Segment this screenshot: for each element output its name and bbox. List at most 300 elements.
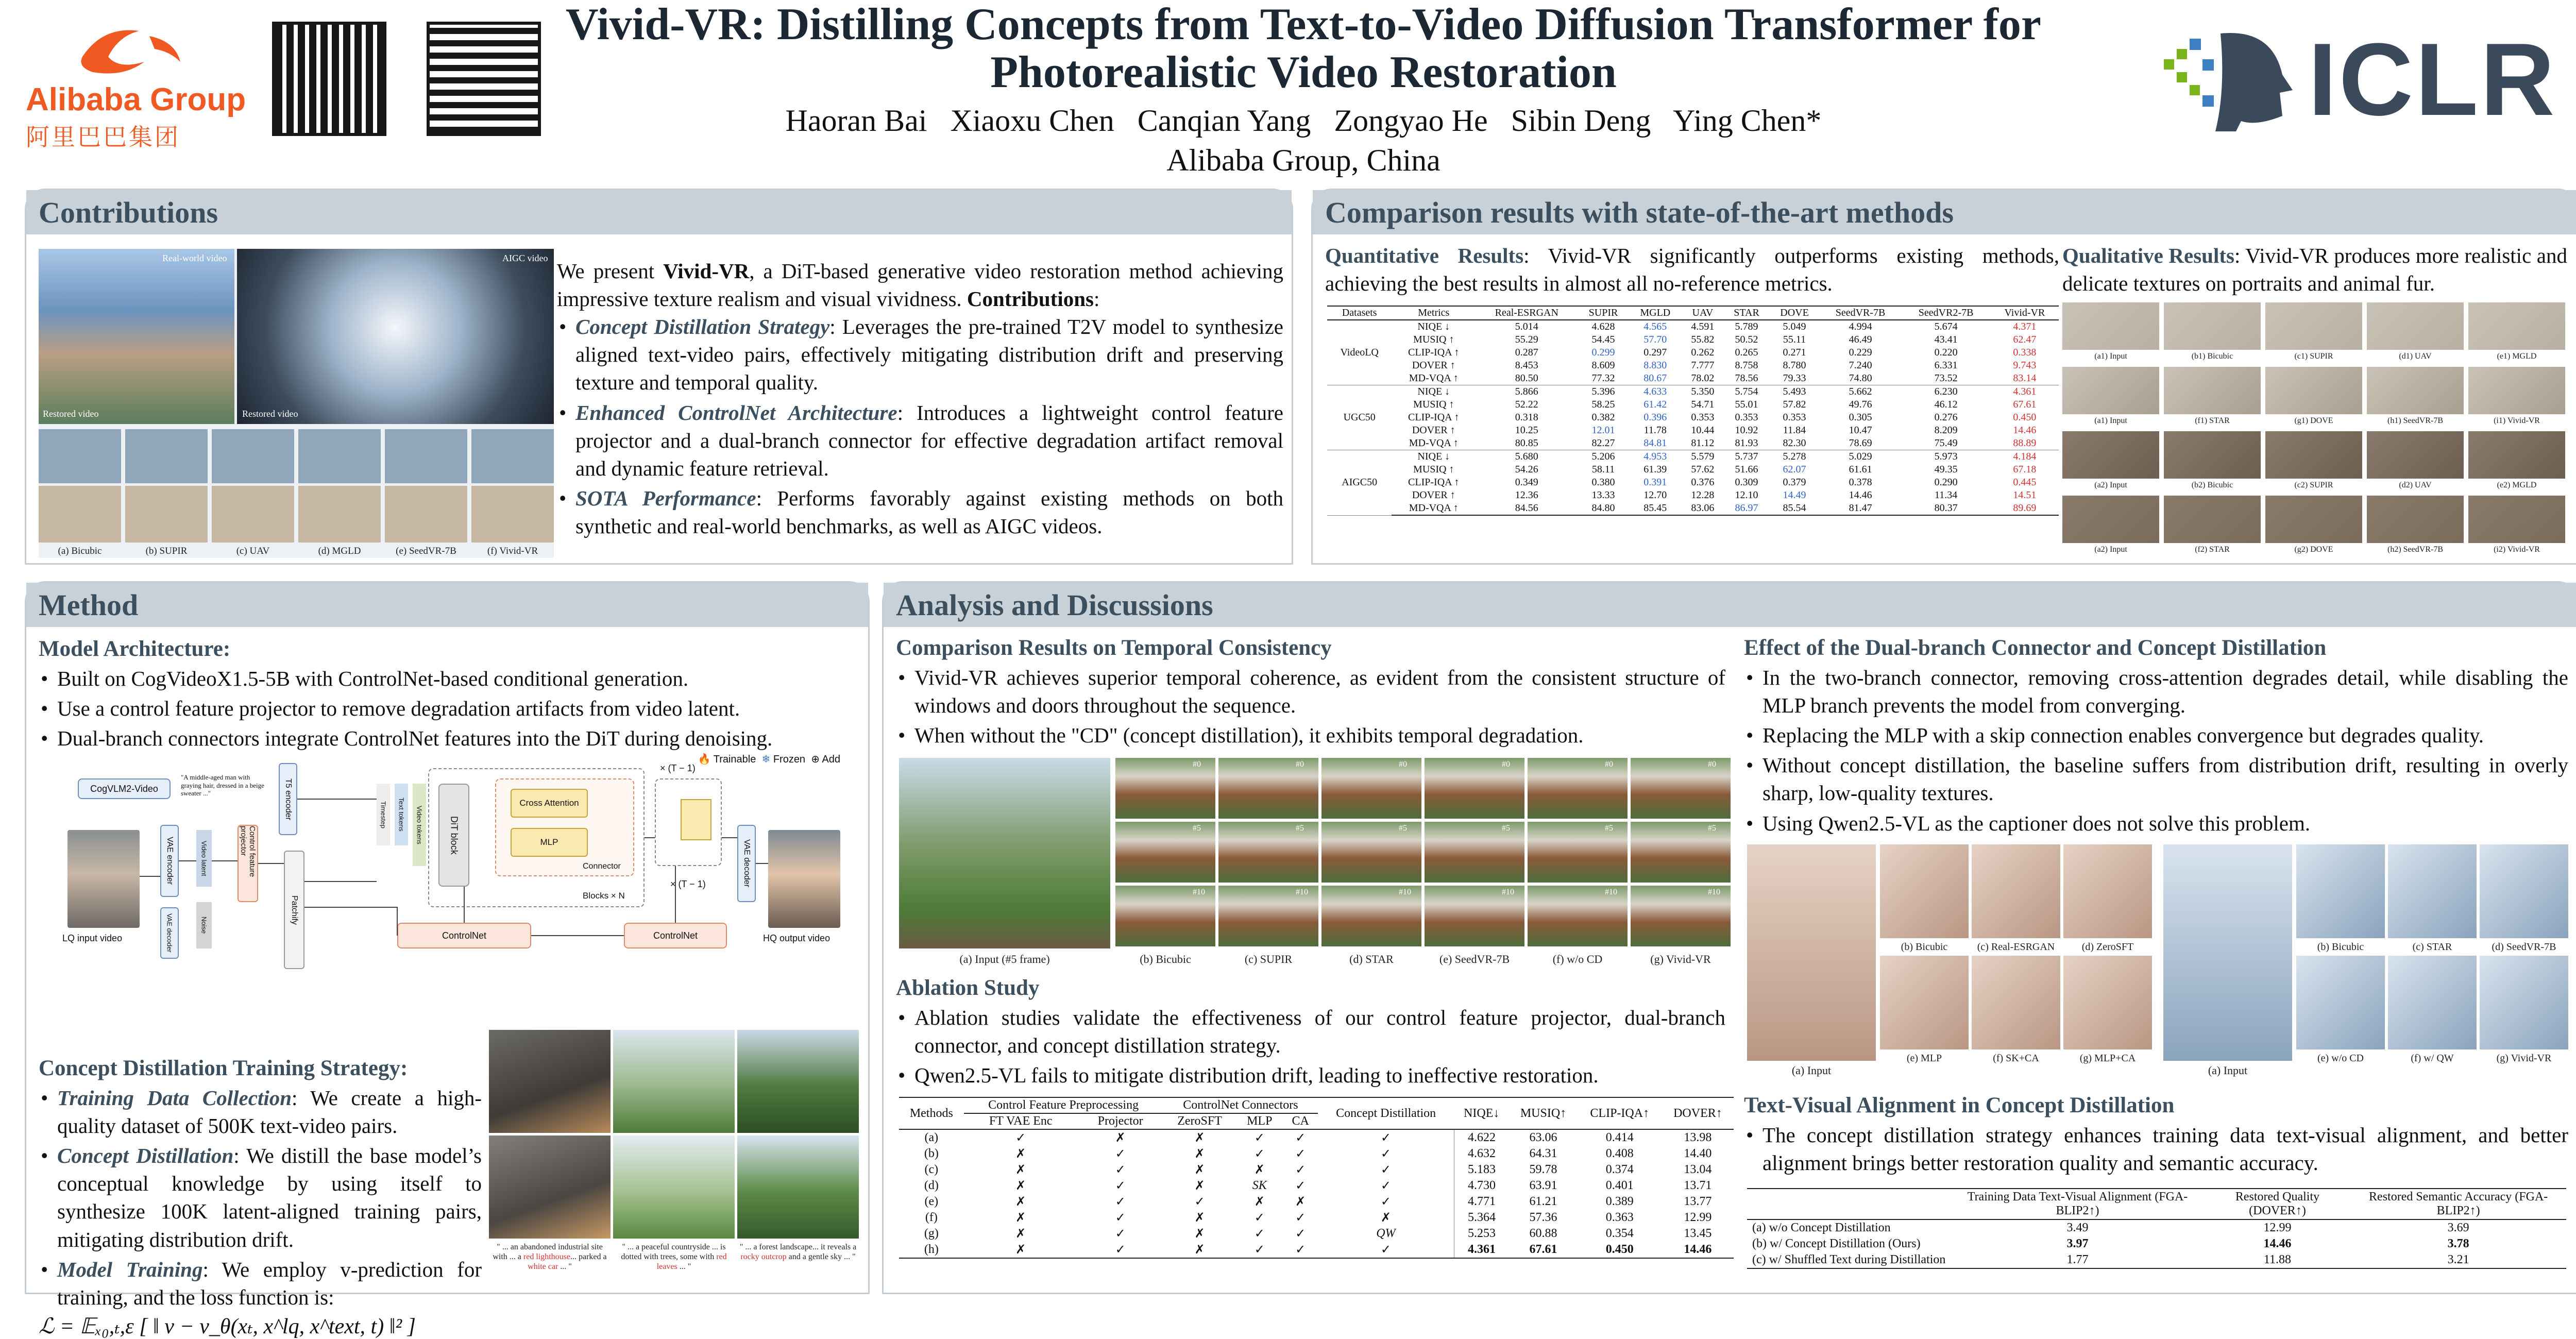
- table-cell: 13.45: [1684, 1227, 1712, 1240]
- table-cell: 14.46: [2013, 425, 2037, 436]
- table-cell: ✓: [1115, 1179, 1126, 1193]
- table-header-cell: FT VAE Enc: [964, 1113, 1078, 1129]
- table-cell: ✗: [1318, 1210, 1454, 1226]
- table-header-cell: SeedVR2-7B: [1901, 306, 1990, 320]
- table-cell: 10.92: [1735, 425, 1758, 436]
- controlnet-box-2: ControlNet: [624, 923, 727, 948]
- qualitative-thumb: [2265, 431, 2362, 479]
- table-cell: 5.789: [1735, 321, 1758, 332]
- table-cell: 50.52: [1735, 334, 1758, 345]
- table-cell: 51.66: [1735, 464, 1758, 475]
- table-cell: 84.81: [1629, 437, 1682, 450]
- table-row: [1327, 489, 2059, 502]
- t5-encoder-box: T5 encoder: [279, 763, 297, 835]
- table-header-cell: Methods: [899, 1097, 964, 1129]
- patchify-box: Patchify: [284, 851, 304, 969]
- arch-heading: Model Architecture:: [39, 637, 231, 661]
- table-cell: (e): [924, 1195, 939, 1208]
- table-row: [1327, 424, 2059, 437]
- table-header-cell: SeedVR-7B: [1820, 306, 1902, 320]
- table-cell: 84.80: [1578, 502, 1629, 515]
- table-cell: MD-VQA ↑: [1392, 372, 1476, 385]
- table-cell: 0.353: [1783, 412, 1806, 423]
- table-cell: 0.450: [2013, 412, 2037, 423]
- frame-tag: #0: [1193, 760, 1201, 769]
- table-cell: 5.253: [1467, 1227, 1496, 1240]
- table-cell: 78.02: [1682, 372, 1724, 385]
- table-cell: 5.754: [1735, 386, 1758, 397]
- table-cell: 84.56: [1476, 502, 1578, 515]
- table-row: [1327, 411, 2059, 424]
- table-cell: 12.01: [1591, 425, 1615, 436]
- table-cell: ✗: [1115, 1131, 1126, 1145]
- dual-caption: (f) SK+CA: [1993, 1053, 2039, 1064]
- table-cell: 54.71: [1691, 399, 1715, 410]
- table-cell: 12.70: [1643, 489, 1667, 501]
- table-cell: (h): [899, 1242, 964, 1258]
- table-cell: 54.26: [1515, 464, 1538, 475]
- qr-code-github[interactable]: [427, 22, 541, 136]
- table-cell: 0.389: [1605, 1195, 1634, 1208]
- frame-tag: #5: [1502, 824, 1510, 833]
- dual-branch-figure: [1747, 844, 2568, 1081]
- table-cell: ✗: [1194, 1179, 1205, 1193]
- label-restored-1: Restored video: [43, 409, 99, 419]
- table-cell: 11.84: [1783, 425, 1806, 436]
- table-cell: 4.361: [1454, 1242, 1509, 1258]
- table-cell: 4.633: [1643, 386, 1667, 397]
- text-tokens-box: Text tokens: [395, 784, 408, 845]
- table-header-cell: Vivid-VR: [1991, 306, 2059, 320]
- frame-tag: #10: [1193, 888, 1205, 896]
- dual-caption: (f) w/ QW: [2411, 1053, 2454, 1064]
- dual-heading: Effect of the Dual-branch Connector and Concept Distillation: [1744, 636, 2327, 660]
- list-item: • Using Qwen2.5-VL as the captioner does not solve this problem.: [1744, 809, 2568, 837]
- table-row: [1327, 385, 2059, 399]
- table-cell: ✗: [1015, 1179, 1026, 1193]
- table-cell: ✗: [1295, 1195, 1306, 1209]
- table-cell: 0.220: [1934, 347, 1958, 358]
- table-cell: ✓: [1318, 1178, 1454, 1194]
- table-cell: ✗: [1194, 1227, 1205, 1241]
- dual-caption: (b) Bicubic: [1901, 941, 1948, 953]
- table-row: [899, 1129, 1734, 1146]
- dual-caption: (g) Vivid-VR: [2496, 1053, 2552, 1064]
- list-item: • Concept Distillation Strategy: Leverages the pre-trained T2V model to synthesize aligned text-video pairs, effectively mitigating distribution drift and preserving texture and temporal quality.: [557, 313, 1283, 396]
- iclr-head-icon: [2154, 28, 2298, 131]
- contributions-text: [557, 257, 1283, 542]
- qualitative-caption: (c2) SUPIR: [2294, 481, 2333, 489]
- table-cell: 63.06: [1529, 1131, 1557, 1144]
- dual-caption: (d) ZeroSFT: [2081, 941, 2134, 953]
- table-header-row: [899, 1097, 1734, 1113]
- video-tokens-box: Video tokens: [413, 784, 426, 866]
- table-cell: 67.61: [2013, 399, 2037, 410]
- table-cell: 10.44: [1691, 425, 1715, 436]
- table-cell: (c): [924, 1163, 939, 1176]
- table-cell: QW: [1318, 1226, 1454, 1242]
- table-cell: ✓: [1254, 1147, 1265, 1161]
- frame-tag: #10: [1296, 888, 1308, 896]
- table-cell: 11.88: [2205, 1252, 2351, 1268]
- dual-caption: (b) Bicubic: [2317, 941, 2364, 953]
- lq-video-thumb: [67, 830, 140, 928]
- table-cell: 6.230: [1934, 386, 1958, 397]
- table-cell: 0.353: [1691, 412, 1715, 423]
- table-cell: 63.91: [1529, 1179, 1557, 1192]
- table-cell: 14.51: [2013, 489, 2037, 501]
- table-cell: CLIP-IQA ↑: [1408, 347, 1460, 358]
- table-cell: 0.271: [1783, 347, 1806, 358]
- zoom-strip-2: [39, 486, 554, 543]
- table-cell: 0.450: [1578, 1242, 1662, 1258]
- list-item: • Use a control feature projector to remove degradation artifacts from video latent.: [39, 694, 856, 722]
- temporal-figure: [899, 758, 1734, 969]
- table-cell: 80.37: [1901, 502, 1990, 515]
- aigc-video-frame: [237, 249, 554, 424]
- contributions-figure: [39, 249, 554, 558]
- arch-list: [39, 665, 856, 752]
- mlp-box: MLP: [511, 828, 588, 857]
- table-cell: 0.391: [1643, 477, 1667, 488]
- crop-thumb: [2388, 956, 2477, 1049]
- table-cell: 49.76: [1849, 399, 1872, 410]
- table-cell: 89.69: [1991, 502, 2059, 515]
- hq-video-thumb: [768, 830, 840, 928]
- table-cell: 0.299: [1591, 347, 1615, 358]
- zoom-strip-1: [39, 429, 554, 483]
- quant-text: Quantitative Results: Vivid-VR significantly outperforms existing methods, achieving the best results in almost all no-reference metrics.: [1325, 244, 2059, 296]
- dual-caption: (a) Input: [2208, 1064, 2248, 1077]
- qualitative-thumb: [2164, 302, 2261, 350]
- table-cell: 13.71: [1684, 1179, 1712, 1192]
- qualitative-thumb: [2468, 431, 2565, 479]
- table-cell: NIQE ↓: [1417, 321, 1450, 332]
- table-cell: ✗: [1015, 1147, 1026, 1161]
- table-row: [899, 1210, 1734, 1226]
- table-cell: ✓: [1295, 1211, 1306, 1225]
- frame-tag: #0: [1399, 760, 1407, 769]
- table-cell: 5.493: [1783, 386, 1806, 397]
- table-cell: 0.379: [1783, 477, 1806, 488]
- list-item: • Without concept distillation, the baseline suffers from distribution drift, resulting in overly sharp, low-quality textures.: [1744, 751, 2568, 807]
- table-cell: 79.33: [1769, 372, 1819, 385]
- table-cell: 14.46: [1849, 489, 1872, 501]
- qualitative-caption: (a2) Input: [2094, 545, 2127, 554]
- frame-tag: #0: [1296, 760, 1304, 769]
- vae-encoder-box: VAE encoder: [160, 825, 179, 897]
- analysis-header: [884, 583, 2576, 627]
- qualitative-thumb: [2164, 431, 2261, 479]
- analysis-panel: [882, 581, 2576, 1294]
- table-cell: 5.014: [1515, 321, 1538, 332]
- table-header-row: [1747, 1189, 2566, 1219]
- controlnet-box-1: ControlNet: [397, 923, 531, 948]
- table-cell: MD-VQA ↑: [1392, 502, 1476, 515]
- list-item: • Concept Distillation: We distill the base model’s conceptual knowledge by using itself to synthesize 100K latent-aligned training pairs, mitigating distribution drift.: [39, 1142, 482, 1253]
- table-cell: 83.14: [1991, 372, 2059, 385]
- qualitative-caption: (h2) SeedVR-7B: [2387, 545, 2443, 554]
- qualitative-thumb: [2062, 367, 2159, 414]
- table-cell: 57.70: [1643, 334, 1667, 345]
- table-cell: 0.378: [1849, 477, 1872, 488]
- table-row: [1327, 346, 2059, 359]
- table-cell: 85.54: [1769, 502, 1819, 515]
- qualitative-thumb: [2164, 367, 2261, 414]
- table-header-cell: Restored Semantic Accuracy (FGA-BLIP2↑): [2350, 1189, 2566, 1219]
- input-frame: [1747, 844, 1876, 1061]
- table-row: [1327, 398, 2059, 411]
- list-item: • Ablation studies validate the effectiveness of our control feature projector, dual-branch connector, and concept distillation strategy.: [896, 1004, 1725, 1059]
- table-cell: 61.42: [1643, 399, 1667, 410]
- iclr-logo: [2154, 22, 2576, 137]
- table-cell: 75.49: [1901, 437, 1990, 450]
- temporal-caption: (d) STAR: [1349, 953, 1394, 965]
- table-cell: NIQE ↓: [1417, 386, 1450, 397]
- caption-text: "A middle-aged man with graying hair, dressed in a beige sweater ...": [181, 773, 264, 798]
- table-row: [899, 1194, 1734, 1210]
- table-cell: ✓: [1295, 1147, 1306, 1161]
- table-row: [1327, 359, 2059, 372]
- table-cell: (f): [925, 1211, 938, 1224]
- frame-tag: #10: [1399, 888, 1411, 896]
- table-cell: 81.47: [1820, 502, 1902, 515]
- table-cell: ✓: [1115, 1163, 1126, 1177]
- frame-tag: #10: [1708, 888, 1720, 896]
- table-cell: ✓: [1295, 1179, 1306, 1193]
- table-cell: 14.49: [1783, 489, 1806, 501]
- table-cell: 5.029: [1849, 451, 1872, 462]
- table-header-cell: MGLD: [1629, 306, 1682, 320]
- table-cell: 13.77: [1684, 1195, 1712, 1208]
- table-cell: 0.229: [1849, 347, 1872, 358]
- dual-caption: (d) SeedVR-7B: [2492, 941, 2556, 953]
- list-item: • Qwen2.5-VL fails to mitigate distribution drift, leading to ineffective restoration.: [896, 1061, 1725, 1089]
- table-cell: 82.30: [1769, 437, 1819, 450]
- contributions-title: Contributions: [39, 195, 218, 229]
- dit-block-box: DiT block: [438, 784, 469, 887]
- qualitative-caption: (b2) Bicubic: [2191, 481, 2233, 489]
- qualitative-caption: (d2) UAV: [2399, 481, 2432, 489]
- list-item: • Model Training: We employ v-prediction for training, and the loss function is:: [39, 1256, 482, 1311]
- table-cell: 0.408: [1605, 1147, 1634, 1160]
- frame-tag: #10: [1605, 888, 1617, 896]
- table-cell: 46.49: [1849, 334, 1872, 345]
- poster-title: [562, 0, 2045, 179]
- list-item: • In the two-branch connector, removing cross-attention degrades detail, while disabling the MLP branch prevents the model from converging.: [1744, 664, 2568, 719]
- blocks-label: Blocks × N: [583, 891, 625, 901]
- table-cell: 4.184: [2013, 451, 2037, 462]
- table-cell: (d): [924, 1179, 939, 1192]
- table-cell: 11.78: [1643, 425, 1667, 436]
- table-cell: ✓: [1295, 1163, 1306, 1177]
- table-cell: (b): [924, 1147, 939, 1160]
- table-cell: 0.305: [1849, 412, 1872, 423]
- alibaba-logo-cn: 阿里巴巴集团: [26, 123, 180, 151]
- table-header-cell: Metrics: [1392, 306, 1476, 320]
- frame-tag: #5: [1296, 824, 1304, 833]
- table-header-cell: Datasets: [1327, 306, 1392, 320]
- table-cell: 4.632: [1467, 1147, 1496, 1160]
- table-row: [1327, 320, 2059, 333]
- ablation-heading: Ablation Study: [896, 976, 1040, 1000]
- crop-thumb: [2480, 956, 2568, 1049]
- caption-b: (b) SUPIR: [145, 546, 188, 556]
- table-cell: 55.29: [1515, 334, 1538, 345]
- analysis-title: Analysis and Discussions: [896, 588, 1213, 622]
- list-item: • Vivid-VR achieves superior temporal coherence, as evident from the consistent structure of windows and doors throughout the sequence.: [896, 664, 1725, 719]
- contributions-header: [26, 190, 1292, 234]
- table-header-cell: ZeroSFT: [1163, 1113, 1236, 1129]
- table-cell: CLIP-IQA ↑: [1408, 477, 1460, 488]
- table-cell: 13.33: [1591, 489, 1615, 501]
- table-cell: 4.622: [1467, 1131, 1496, 1144]
- cd-list: [39, 1084, 482, 1311]
- table-cell: 4.565: [1643, 321, 1667, 332]
- table-header-cell: CLIP-IQA↑: [1578, 1097, 1662, 1129]
- table-cell: 49.35: [1934, 464, 1958, 475]
- list-item: • Training Data Collection: We create a high-quality dataset of 500K text-video pairs.: [39, 1084, 482, 1140]
- table-cell: ✗: [964, 1242, 1078, 1258]
- table-row: [1747, 1236, 2566, 1252]
- table-cell: MUSIQ ↑: [1413, 334, 1454, 345]
- temporal-caption: (e) SeedVR-7B: [1439, 953, 1510, 965]
- qualitative-caption: (a1) Input: [2094, 416, 2127, 425]
- table-cell: SK: [1252, 1179, 1267, 1192]
- table-cell: 10.47: [1849, 425, 1872, 436]
- table-cell: 81.93: [1724, 437, 1770, 450]
- title-line-2: Photorealistic Video Restoration: [990, 47, 1617, 97]
- table-cell: 5.350: [1691, 386, 1715, 397]
- table-cell: MUSIQ ↑: [1413, 399, 1454, 410]
- table-header-cell: MUSIQ↑: [1509, 1097, 1577, 1129]
- frame-tag: #5: [1399, 824, 1407, 833]
- table-row: [1327, 463, 2059, 476]
- qual-text: Qualitative Results: Vivid-VR produces more realistic and delicate textures on portraits and animal fur.: [2062, 244, 2567, 296]
- times-t-1: × (T − 1): [660, 763, 696, 773]
- temporal-caption: (g) Vivid-VR: [1650, 953, 1711, 965]
- table-cell: 67.61: [1509, 1242, 1577, 1258]
- table-cell: 64.31: [1529, 1147, 1557, 1160]
- dataset-cell: UGC50: [1327, 385, 1392, 450]
- table-cell: 6.331: [1934, 360, 1958, 371]
- table-cell: 7.777: [1691, 360, 1715, 371]
- add-icon: ⊕: [811, 754, 820, 765]
- table-cell: 0.338: [2013, 347, 2037, 358]
- cd-caption-2: " ... a peaceful countryside ... is dotted with trees, some with red leaves ... ": [621, 1243, 727, 1272]
- table-cell: 8.780: [1783, 360, 1806, 371]
- table-cell: ✗: [1163, 1242, 1236, 1258]
- qualitative-thumb: [2367, 302, 2464, 350]
- timestep-box: Timestep: [377, 784, 390, 845]
- table-cell: ✗: [1194, 1131, 1205, 1145]
- cd-caption-1: " ... an abandoned industrial site with ... a red lighthouse... parked a white car ... ": [493, 1243, 607, 1272]
- table-header-cell: UAV: [1682, 306, 1724, 320]
- table-header-cell: DOVE: [1769, 306, 1819, 320]
- hq-label: HQ output video: [763, 933, 831, 943]
- qualitative-thumb: [2265, 496, 2362, 543]
- qualitative-caption: (g1) DOVE: [2294, 416, 2333, 425]
- connector-label: Connector: [583, 862, 621, 871]
- crop-thumb: [1972, 956, 2060, 1049]
- input-frame: [2163, 844, 2292, 1061]
- table-cell: 54.45: [1591, 334, 1615, 345]
- table-cell: 57.62: [1691, 464, 1715, 475]
- dual-caption: (a) Input: [1791, 1064, 1832, 1077]
- table-cell: MD-VQA ↑: [1392, 437, 1476, 450]
- table-cell: 0.353: [1735, 412, 1758, 423]
- table-cell: 67.18: [2013, 464, 2037, 475]
- table-cell: 0.374: [1605, 1163, 1634, 1176]
- table-row: [1327, 437, 2059, 450]
- table-cell: 5.183: [1467, 1163, 1496, 1176]
- crop-thumb: [2296, 844, 2385, 938]
- table-cell: 0.396: [1643, 412, 1667, 423]
- table-cell: 13.04: [1684, 1163, 1712, 1176]
- crop-thumb: [1880, 956, 1969, 1049]
- table-row: [1327, 333, 2059, 346]
- table-cell: 8.209: [1934, 425, 1958, 436]
- qualitative-thumb: [2367, 496, 2464, 543]
- dual-caption: (g) MLP+CA: [2079, 1053, 2136, 1064]
- qualitative-caption: (i1) Vivid-VR: [2494, 416, 2540, 425]
- table-cell: DOVER ↑: [1412, 425, 1455, 436]
- table-cell: (a): [924, 1131, 939, 1144]
- qr-code-paper[interactable]: [272, 22, 386, 136]
- table-cell: DOVER ↑: [1412, 360, 1455, 371]
- method-header: [26, 583, 868, 627]
- table-cell: 0.401: [1605, 1179, 1634, 1192]
- qualitative-caption: (e1) MGLD: [2497, 352, 2537, 361]
- table-cell: 4.994: [1849, 321, 1872, 332]
- table-row: [899, 1146, 1734, 1162]
- table-cell: 9.743: [2013, 360, 2037, 371]
- table-cell: 0.309: [1735, 477, 1758, 488]
- frame-tag: #0: [1605, 760, 1613, 769]
- table-cell: 5.866: [1515, 386, 1538, 397]
- table-cell: 0.318: [1515, 412, 1538, 423]
- crop-thumb: [2063, 956, 2152, 1049]
- table-row: [899, 1162, 1734, 1178]
- table-cell: CLIP-IQA ↑: [1408, 412, 1460, 423]
- temporal-heading: Comparison Results on Temporal Consistency: [896, 636, 1332, 660]
- qualitative-caption: (f2) STAR: [2195, 545, 2230, 554]
- table-cell: ✗: [1015, 1195, 1026, 1209]
- qualitative-thumb: [2265, 367, 2362, 414]
- table-cell: ✓: [1318, 1194, 1454, 1210]
- table-cell: 8.609: [1591, 360, 1615, 371]
- contributions-list: [557, 313, 1283, 540]
- qualitative-caption: (a2) Input: [2094, 481, 2127, 489]
- table-cell: ✓: [1295, 1131, 1306, 1145]
- affiliation: Alibaba Group, China: [1166, 143, 1440, 177]
- table-cell: 8.453: [1515, 360, 1538, 371]
- video-latent-box: Video latent: [196, 830, 212, 887]
- alibaba-swoosh-icon: [72, 21, 191, 82]
- table-cell: ✓: [1115, 1227, 1126, 1241]
- table-cell: 55.11: [1783, 334, 1806, 345]
- dual-caption: (e) MLP: [1906, 1053, 1942, 1064]
- table-cell: 4.591: [1691, 321, 1715, 332]
- table-cell: ✓: [1015, 1131, 1026, 1145]
- vae-decoder-box-right: VAE decoder: [737, 825, 756, 902]
- comparison-table: [1327, 306, 2059, 516]
- table-cell: 5.662: [1849, 386, 1872, 397]
- table-cell: ✓: [1318, 1146, 1454, 1162]
- table-cell: 4.730: [1467, 1179, 1496, 1192]
- table-cell: 13.98: [1684, 1131, 1712, 1144]
- cross-attention-box: Cross Attention: [511, 789, 588, 818]
